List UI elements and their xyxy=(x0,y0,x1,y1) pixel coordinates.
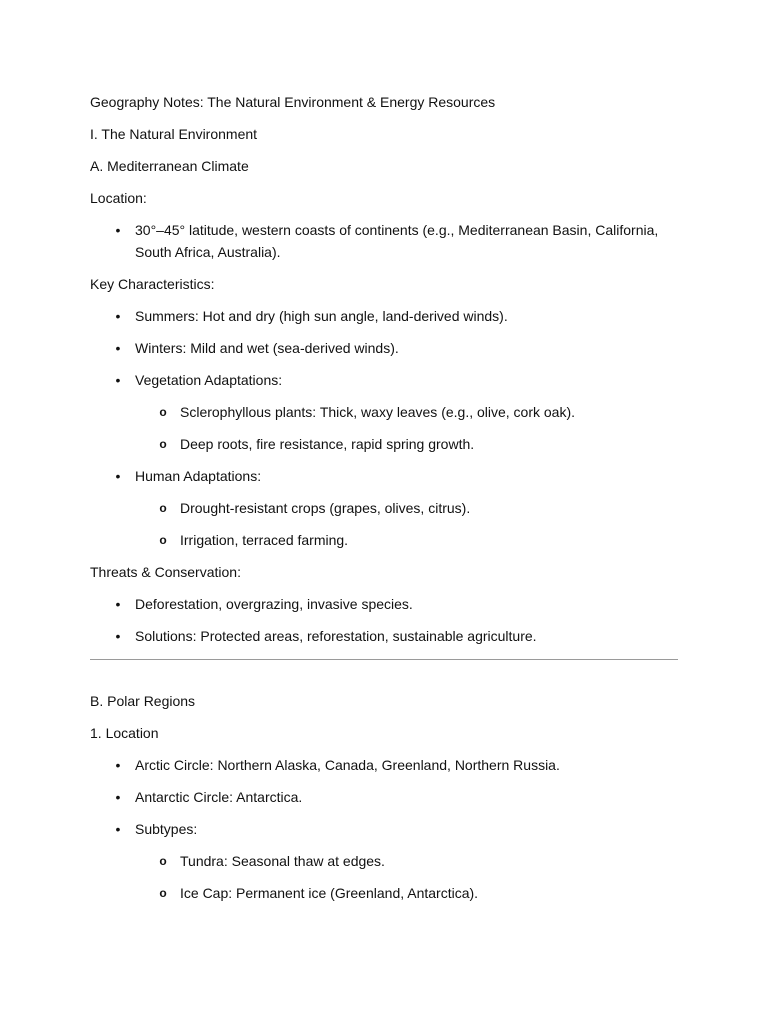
sub-list-item-text: Ice Cap: Permanent ice (Greenland, Antarctica). xyxy=(180,885,479,901)
sub-bullet-marker: o xyxy=(159,854,167,868)
subsection-heading: B. Polar Regions xyxy=(90,693,196,709)
section-heading: I. The Natural Environment xyxy=(90,126,258,142)
horizontal-divider xyxy=(90,659,678,660)
list-item-text: Subtypes: xyxy=(135,821,198,837)
sub-list-item xyxy=(90,531,680,549)
list-item xyxy=(90,818,680,840)
sub-bullet-marker: o xyxy=(159,437,167,451)
key-characteristics-label: Key Characteristics: xyxy=(90,276,215,292)
location-label: Location: xyxy=(90,190,147,206)
list-item xyxy=(90,219,680,263)
bullet-marker: • xyxy=(115,628,121,644)
threats-label: Threats & Conservation: xyxy=(90,564,241,580)
bullet-marker: • xyxy=(115,821,121,837)
bullet-marker: • xyxy=(115,468,121,484)
bullet-marker: • xyxy=(115,789,121,805)
list-item xyxy=(90,369,680,391)
sub-list-item-text: Irrigation, terraced farming. xyxy=(180,532,349,548)
sub-list-item-text: Tundra: Seasonal thaw at edges. xyxy=(180,853,385,869)
list-item xyxy=(90,465,680,487)
list-item-text: Solutions: Protected areas, reforestation, sustainable agriculture. xyxy=(135,628,537,644)
bullet-marker: • xyxy=(115,222,121,238)
bullet-marker: • xyxy=(115,340,121,356)
list-item-text: Arctic Circle: Northern Alaska, Canada, Greenland, Northern Russia. xyxy=(135,757,560,773)
list-item-text: Deforestation, overgrazing, invasive species. xyxy=(135,596,413,612)
subsection-heading: A. Mediterranean Climate xyxy=(90,158,249,174)
bullet-marker: • xyxy=(115,596,121,612)
sub-list-item xyxy=(90,852,680,870)
list-item xyxy=(90,625,680,647)
list-item-text: Summers: Hot and dry (high sun angle, land-derived winds). xyxy=(135,308,508,324)
list-item xyxy=(90,754,680,776)
sub-bullet-marker: o xyxy=(159,533,167,547)
bullet-marker: • xyxy=(115,308,121,324)
list-item-text: Winters: Mild and wet (sea-derived winds). xyxy=(135,340,399,356)
sub-list-item-text: Sclerophyllous plants: Thick, waxy leaves (e.g., olive, cork oak). xyxy=(180,404,576,420)
list-item xyxy=(90,305,680,327)
bullet-marker: • xyxy=(115,372,121,388)
sub-bullet-marker: o xyxy=(159,405,167,419)
sub-list-item xyxy=(90,403,680,421)
sub-bullet-marker: o xyxy=(159,501,167,515)
list-item-text: 30°–45° latitude, western coasts of continents (e.g., Mediterranean Basin, California, South Africa, Australia). xyxy=(135,222,659,260)
list-item-text: Vegetation Adaptations: xyxy=(135,372,283,388)
list-item-text: Antarctic Circle: Antarctica. xyxy=(135,789,303,805)
sub-list-item-text: Drought-resistant crops (grapes, olives, citrus). xyxy=(180,500,471,516)
list-item xyxy=(90,337,680,359)
document-title: Geography Notes: The Natural Environment & Energy Resources xyxy=(90,94,496,110)
location-heading: 1. Location xyxy=(90,725,159,741)
list-item xyxy=(90,786,680,808)
list-item xyxy=(90,593,680,615)
list-item-text: Human Adaptations: xyxy=(135,468,262,484)
sub-list-item-text: Deep roots, fire resistance, rapid spring growth. xyxy=(180,436,475,452)
sub-list-item xyxy=(90,884,680,902)
sub-bullet-marker: o xyxy=(159,886,167,900)
sub-list-item xyxy=(90,499,680,517)
bullet-marker: • xyxy=(115,757,121,773)
sub-list-item xyxy=(90,435,680,453)
